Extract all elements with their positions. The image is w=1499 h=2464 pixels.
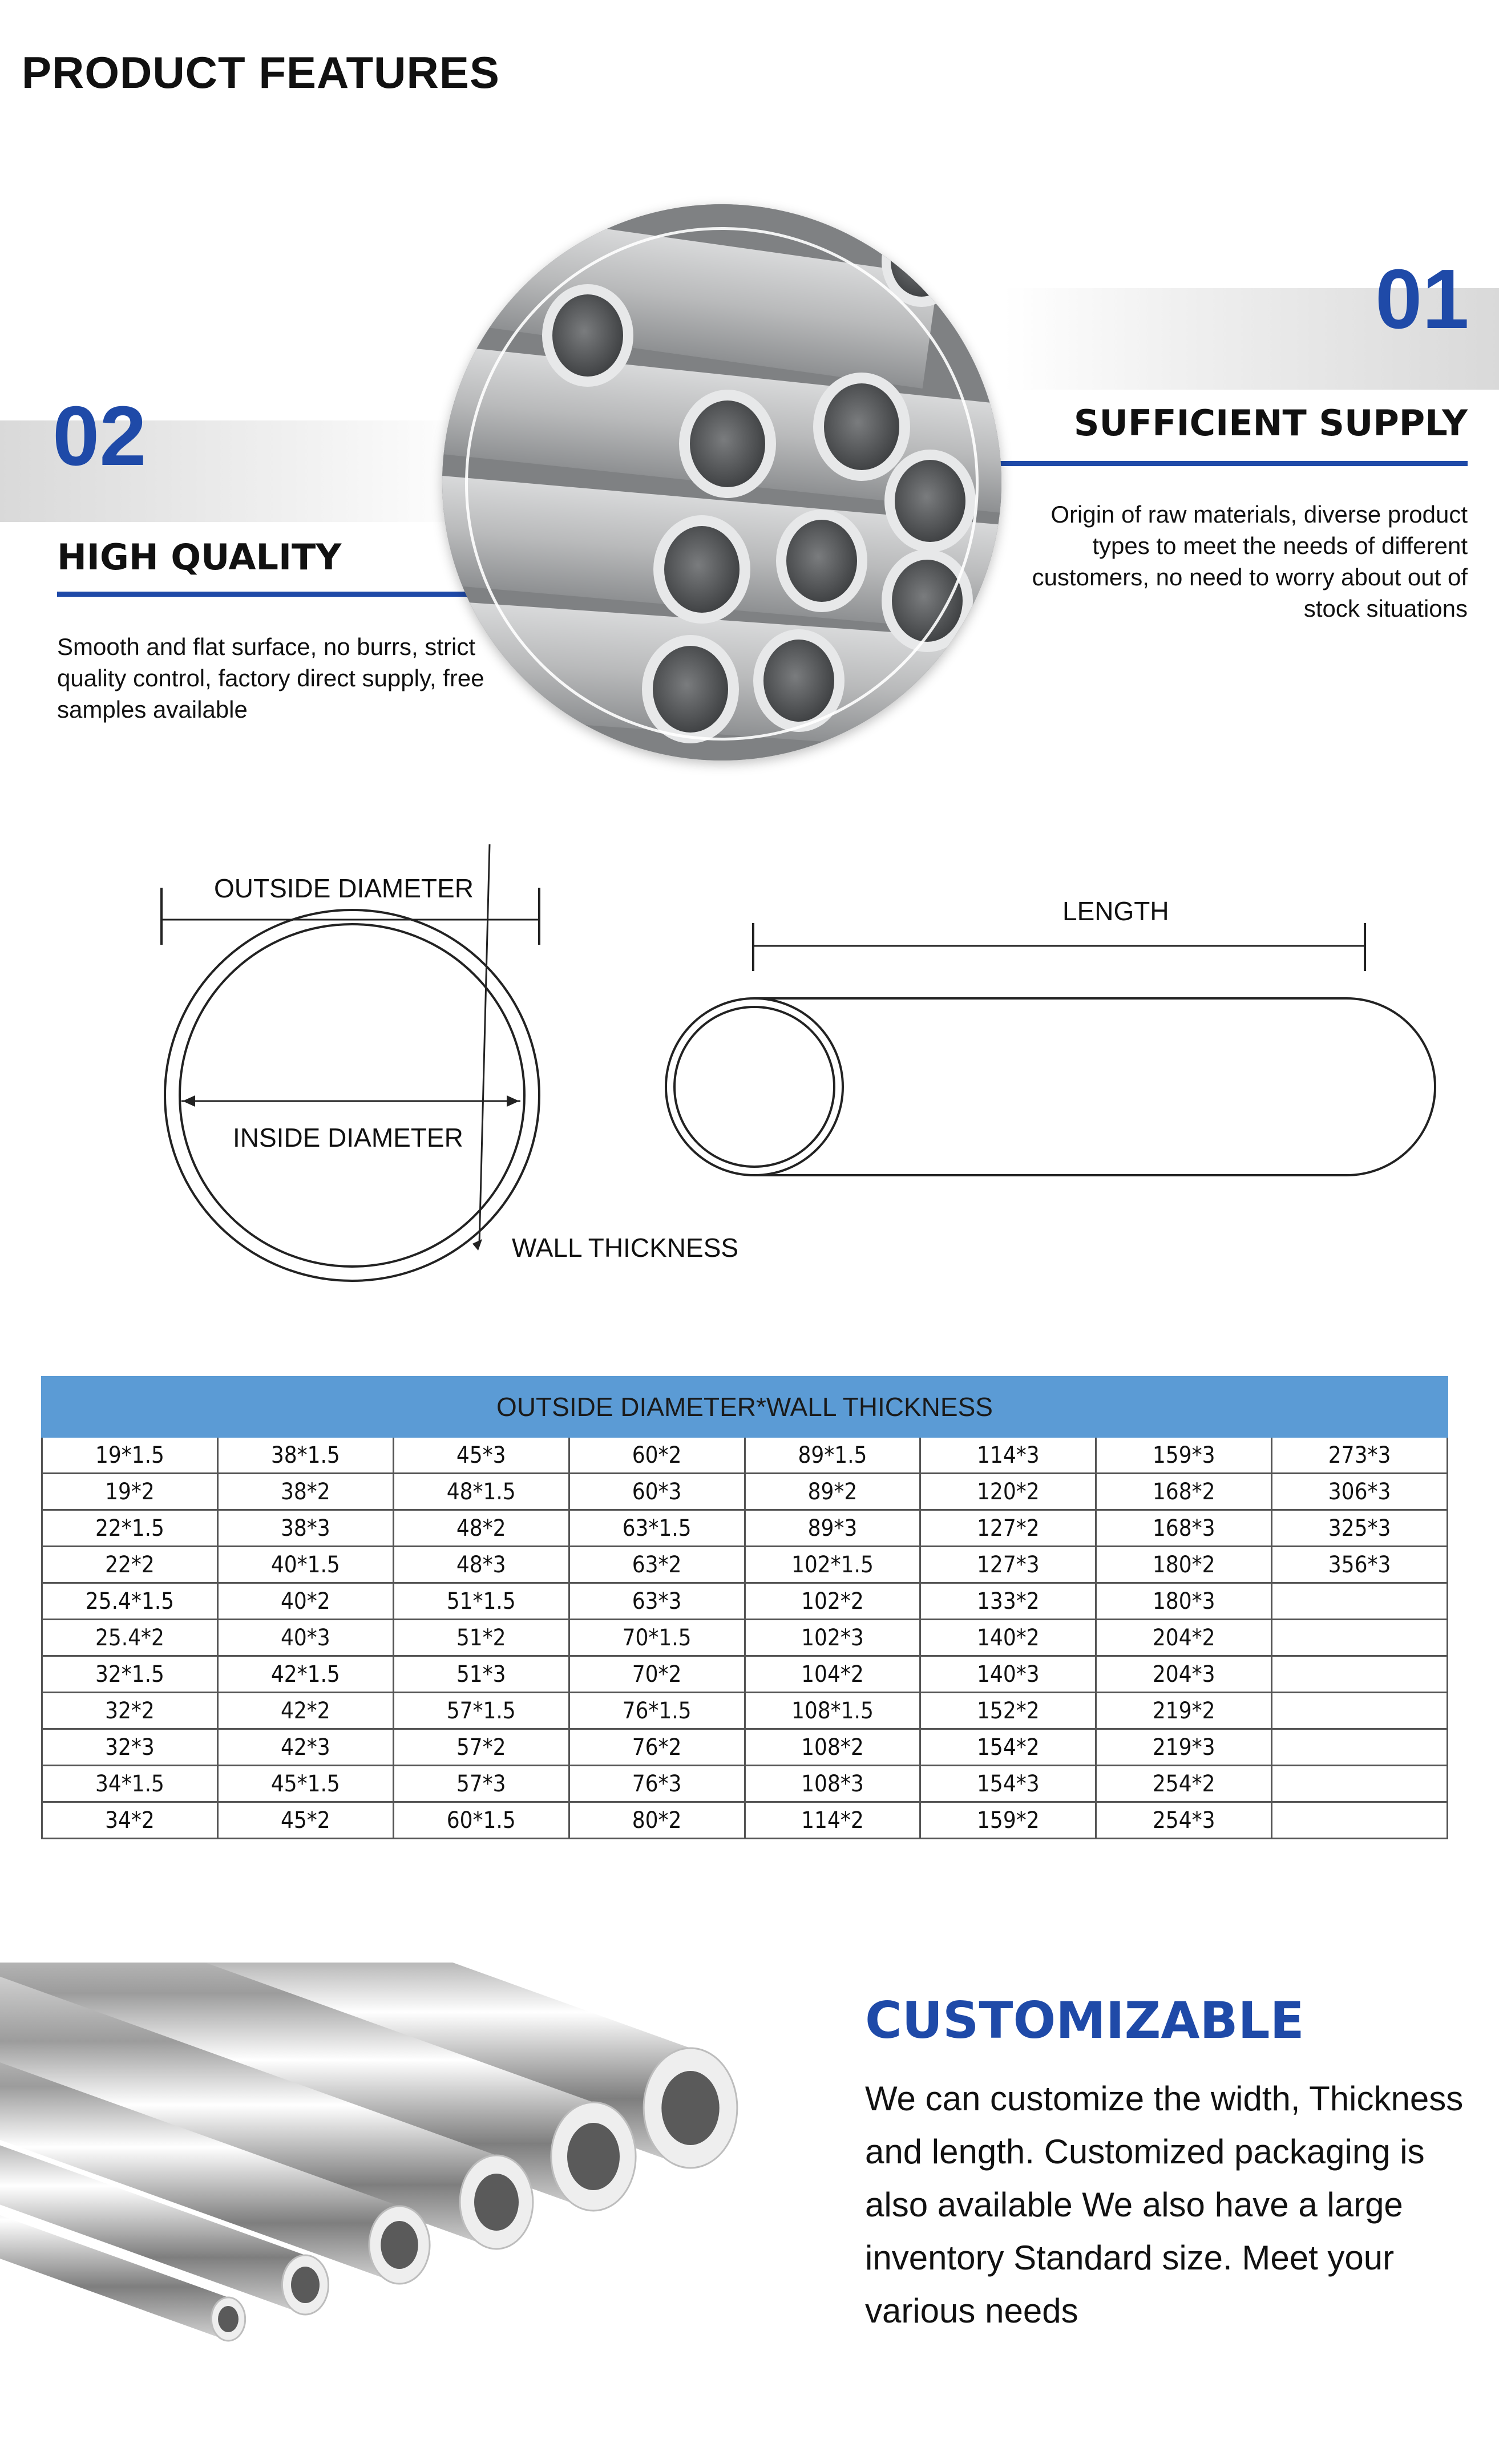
table-cell: 102*1.5	[745, 1547, 920, 1583]
table-body	[42, 1437, 1448, 1839]
table-cell: 120*2	[920, 1474, 1096, 1510]
table-row	[42, 1510, 1448, 1547]
table-cell: 108*3	[745, 1766, 920, 1802]
feature-02-number: 02	[52, 389, 147, 483]
table-cell: 60*3	[569, 1474, 745, 1510]
pipe-dimension-diagram	[0, 844, 1499, 1329]
table-cell: 57*2	[393, 1729, 569, 1766]
feature-01-number: 01	[1375, 252, 1469, 346]
table-cell: 127*3	[920, 1547, 1096, 1583]
table-cell: 140*2	[920, 1620, 1096, 1656]
table-cell: 32*1.5	[42, 1656, 218, 1693]
table-row	[42, 1474, 1448, 1510]
feature-01-title: SUFFICIENT SUPPLY	[1073, 402, 1468, 444]
table-cell: 34*1.5	[42, 1766, 218, 1802]
table-cell: 140*3	[920, 1656, 1096, 1693]
table-cell: 127*2	[920, 1510, 1096, 1547]
table-row	[42, 1620, 1448, 1656]
table-cell: 70*1.5	[569, 1620, 745, 1656]
table-header: OUTSIDE DIAMETER*WALL THICKNESS	[42, 1377, 1448, 1437]
table-cell: 133*2	[920, 1583, 1096, 1620]
table-cell: 180*2	[1096, 1547, 1272, 1583]
table-cell: 219*3	[1096, 1729, 1272, 1766]
table-row	[42, 1583, 1448, 1620]
table-cell: 40*1.5	[217, 1547, 393, 1583]
table-row	[42, 1656, 1448, 1693]
pipe-bore	[661, 2071, 719, 2145]
table-cell: 42*3	[217, 1729, 393, 1766]
table-cell: 40*2	[217, 1583, 393, 1620]
table-cell: 63*2	[569, 1547, 745, 1583]
customizable-title: CUSTOMIZABLE	[865, 1991, 1304, 2050]
table-cell	[1272, 1656, 1448, 1693]
table-cell: 38*3	[217, 1510, 393, 1547]
table-row	[42, 1802, 1448, 1839]
table-cell: 22*1.5	[42, 1510, 218, 1547]
table-row	[42, 1547, 1448, 1583]
table-cell: 51*3	[393, 1656, 569, 1693]
table-cell: 42*2	[217, 1693, 393, 1729]
table-cell: 48*3	[393, 1547, 569, 1583]
table-cell: 76*1.5	[569, 1693, 745, 1729]
table-cell: 48*2	[393, 1510, 569, 1547]
table-cell: 204*3	[1096, 1656, 1272, 1693]
feature-01-rule	[996, 461, 1468, 466]
table-cell: 25.4*1.5	[42, 1583, 218, 1620]
table-cell: 254*2	[1096, 1766, 1272, 1802]
table-cell: 48*1.5	[393, 1474, 569, 1510]
table-cell: 89*3	[745, 1510, 920, 1547]
table-row	[42, 1766, 1448, 1802]
table-cell: 219*2	[1096, 1693, 1272, 1729]
table-cell: 57*1.5	[393, 1693, 569, 1729]
outside-diameter-label: OUTSIDE DIAMETER	[214, 873, 474, 903]
table-cell: 51*1.5	[393, 1583, 569, 1620]
table-cell: 325*3	[1272, 1510, 1448, 1547]
table-cell: 32*2	[42, 1693, 218, 1729]
table-cell: 42*1.5	[217, 1656, 393, 1693]
table-cell: 152*2	[920, 1693, 1096, 1729]
table-cell: 102*2	[745, 1583, 920, 1620]
table-cell: 22*2	[42, 1547, 218, 1583]
table-cell: 306*3	[1272, 1474, 1448, 1510]
pipe-bore	[218, 2306, 239, 2332]
table-cell: 159*2	[920, 1802, 1096, 1839]
page-title: PRODUCT FEATURES	[22, 47, 500, 98]
table-cell: 159*3	[1096, 1437, 1272, 1474]
table-cell: 89*2	[745, 1474, 920, 1510]
arrow-left-icon	[183, 1095, 195, 1107]
inside-diameter-label: INSIDE DIAMETER	[233, 1123, 463, 1152]
table-cell: 273*3	[1272, 1437, 1448, 1474]
table-cell: 204*2	[1096, 1620, 1272, 1656]
feature-02-description: Smooth and flat surface, no burrs, strict quality control, factory direct supply, free samples available	[57, 633, 484, 723]
table-cell: 76*2	[569, 1729, 745, 1766]
table-cell	[1272, 1802, 1448, 1839]
table-cell: 38*1.5	[217, 1437, 393, 1474]
table-cell: 80*2	[569, 1802, 745, 1839]
table-cell: 89*1.5	[745, 1437, 920, 1474]
table-cell: 180*3	[1096, 1583, 1272, 1620]
table-cell: 108*1.5	[745, 1693, 920, 1729]
table-cell: 40*3	[217, 1620, 393, 1656]
sizes-table	[41, 1376, 1448, 1839]
table-cell: 25.4*2	[42, 1620, 218, 1656]
pipe-bore	[567, 2123, 620, 2190]
table-cell: 154*2	[920, 1729, 1096, 1766]
length-label: LENGTH	[1062, 896, 1169, 926]
table-cell: 63*1.5	[569, 1510, 745, 1547]
table-cell: 45*2	[217, 1802, 393, 1839]
table-cell: 102*3	[745, 1620, 920, 1656]
table-row	[42, 1437, 1448, 1474]
feature-02-title: HIGH QUALITY	[57, 536, 342, 578]
table-cell: 34*2	[42, 1802, 218, 1839]
table-cell: 63*3	[569, 1583, 745, 1620]
table-cell: 45*1.5	[217, 1766, 393, 1802]
table-cell	[1272, 1766, 1448, 1802]
feature-02-rule	[57, 592, 474, 597]
table-cell: 38*2	[217, 1474, 393, 1510]
table-cell: 19*1.5	[42, 1437, 218, 1474]
pipe-bore	[381, 2221, 418, 2269]
table-cell: 70*2	[569, 1656, 745, 1693]
wall-thickness-label: WALL THICKNESS	[512, 1233, 739, 1263]
table-cell: 57*3	[393, 1766, 569, 1802]
pipe-bore	[291, 2267, 320, 2303]
arrow-right-icon	[507, 1095, 519, 1107]
table-cell: 32*3	[42, 1729, 218, 1766]
table-cell: 45*3	[393, 1437, 569, 1474]
table-cell	[1272, 1583, 1448, 1620]
table-cell: 254*3	[1096, 1802, 1272, 1839]
table-cell: 76*3	[569, 1766, 745, 1802]
polished-pipes-illustration	[0, 1963, 810, 2413]
table-cell: 19*2	[42, 1474, 218, 1510]
pipe-bore	[474, 2174, 519, 2231]
table-cell: 154*3	[920, 1766, 1096, 1802]
table-cell	[1272, 1729, 1448, 1766]
table-cell: 114*2	[745, 1802, 920, 1839]
table-row	[42, 1693, 1448, 1729]
table-cell: 51*2	[393, 1620, 569, 1656]
table-cell: 104*2	[745, 1656, 920, 1693]
table-row	[42, 1729, 1448, 1766]
table-cell: 60*2	[569, 1437, 745, 1474]
table-cell	[1272, 1620, 1448, 1656]
feature-01-description: Origin of raw materials, diverse product types to meet the needs of different customers, no need to worry about out of stock situations	[1032, 501, 1468, 622]
table-cell	[1272, 1693, 1448, 1729]
table-cell: 168*2	[1096, 1474, 1272, 1510]
arrow-icon	[472, 1239, 482, 1251]
photo-frame-ring	[465, 227, 979, 741]
customizable-text: We can customize the width, Thickness and length. Customized packaging is also available We also have a large inventory Standard size. Meet your various needs	[865, 2079, 1464, 2330]
table-cell: 114*3	[920, 1437, 1096, 1474]
table-cell: 60*1.5	[393, 1802, 569, 1839]
table-cell: 168*3	[1096, 1510, 1272, 1547]
table-cell: 356*3	[1272, 1547, 1448, 1583]
table-cell: 108*2	[745, 1729, 920, 1766]
